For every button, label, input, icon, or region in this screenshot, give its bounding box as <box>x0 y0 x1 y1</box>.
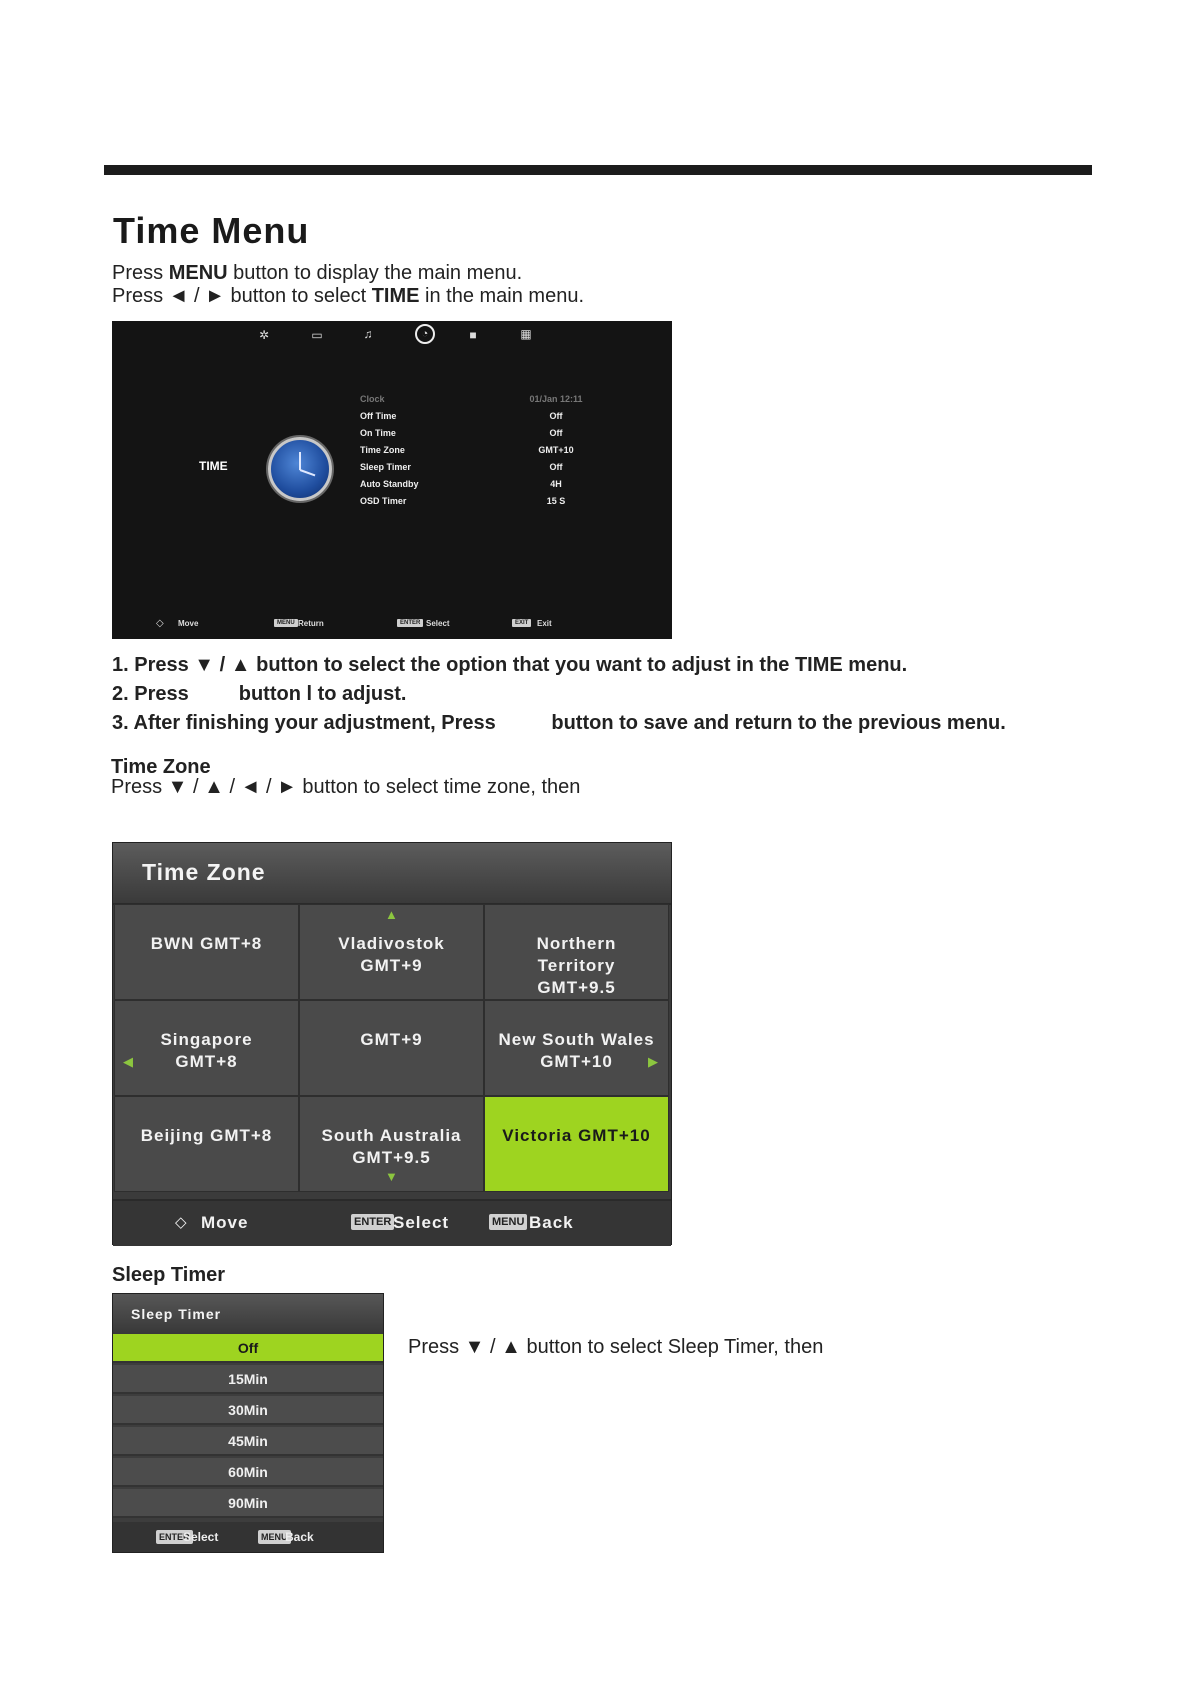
row-label: OSD Timer <box>360 496 407 506</box>
row-label: Off Time <box>360 411 397 421</box>
sleep-timer-footer <box>113 1522 383 1552</box>
sleep-option-90min[interactable]: 90Min <box>113 1489 383 1518</box>
clock-icon <box>268 437 332 501</box>
menu-row-clock <box>360 394 600 410</box>
menu-row-time-zone[interactable] <box>360 445 600 461</box>
menu-key-icon: MENU <box>258 1530 291 1544</box>
exit-key-icon: EXIT <box>512 619 531 627</box>
tz-cell-label: GMT+9 <box>360 1030 423 1049</box>
scroll-left-arrow-icon[interactable]: ◀ <box>123 1054 133 1069</box>
menu-keyword: MENU <box>168 262 228 284</box>
grid-icon[interactable]: ▦ <box>520 327 532 341</box>
row-value: GMT+10 <box>538 445 574 455</box>
tz-cell-bwn[interactable] <box>114 904 299 1000</box>
enter-key-icon: ENTER <box>156 1530 193 1544</box>
row-label: Clock <box>360 394 385 404</box>
menu-row-off-time[interactable] <box>360 411 600 427</box>
header-rule <box>104 165 1092 175</box>
menu-footer <box>112 614 672 634</box>
menu-row-osd-timer[interactable] <box>360 496 600 512</box>
step-1 <box>112 654 907 677</box>
tz-cell-label: BWN GMT+8 <box>150 934 263 953</box>
time-zone-panel-title: Time Zone <box>142 859 266 885</box>
back-label: Back <box>529 1213 574 1232</box>
sleep-timer-panel-header <box>113 1294 383 1336</box>
move-label: Move <box>201 1213 249 1232</box>
tz-cell-beijing[interactable] <box>114 1096 299 1192</box>
time-zone-panel-header <box>113 843 671 905</box>
time-label: TIME <box>199 459 228 473</box>
return-label: Return <box>298 619 324 628</box>
select-label: Select <box>393 1213 450 1232</box>
step-3: 3. After finishing your adjustment, Press button to save and return to the previous menu. <box>112 712 1006 734</box>
tz-cell-new-south-wales[interactable] <box>484 1000 669 1096</box>
time-menu-screen <box>112 321 672 639</box>
time-zone-heading: Time Zone <box>111 756 211 778</box>
tz-cell-label: Singapore GMT+8 <box>160 1030 253 1071</box>
step-2: 2. Press button l to adjust. <box>112 683 407 705</box>
row-label: Time Zone <box>360 445 405 455</box>
tz-cell-label: Northern Territory GMT+9.5 <box>536 934 617 997</box>
row-label: On Time <box>360 428 396 438</box>
move-arrows-icon: ◇ <box>175 1214 188 1231</box>
tz-cell-singapore[interactable] <box>114 1000 299 1096</box>
sleep-timer-heading: Sleep Timer <box>112 1264 226 1286</box>
music-note-icon[interactable]: ♫ <box>363 327 373 341</box>
intro-line-2 <box>112 285 584 308</box>
menu-row-sleep-timer[interactable] <box>360 462 600 478</box>
time-zone-panel <box>112 842 672 1245</box>
tz-cell-label: New South Wales GMT+10 <box>498 1030 655 1071</box>
row-value: 01/Jan 12:11 <box>529 394 583 404</box>
clock-icon[interactable]: ◔ <box>415 324 435 344</box>
row-value: 15 S <box>546 496 566 506</box>
sleep-option-45min[interactable]: 45Min <box>113 1427 383 1456</box>
scroll-up-arrow-icon[interactable]: ▲ <box>385 907 398 922</box>
row-value: Off <box>549 462 563 472</box>
sleep-timer-panel <box>112 1293 384 1553</box>
sleep-option-15min[interactable]: 15Min <box>113 1365 383 1394</box>
scroll-right-arrow-icon[interactable]: ▶ <box>648 1054 658 1069</box>
row-label: Sleep Timer <box>360 462 411 472</box>
move-arrows-icon: ◇ <box>156 618 164 629</box>
tz-cell-victoria[interactable] <box>484 1096 669 1192</box>
sleep-option-off[interactable]: Off <box>113 1334 383 1363</box>
move-label: Move <box>178 619 199 628</box>
gear-icon[interactable]: ✲ <box>258 328 270 342</box>
time-keyword: TIME <box>794 654 843 676</box>
step-text: 1. Press ▼ / ▲ button to select the option that you want to adjust in the <box>112 654 795 676</box>
menu-row-on-time[interactable] <box>360 428 600 444</box>
menu-row-auto-standby[interactable] <box>360 479 600 495</box>
menu-key-icon: MENU <box>489 1214 527 1230</box>
time-keyword: TIME <box>371 285 420 307</box>
back-label: Back <box>285 1530 314 1544</box>
row-value: Off <box>549 411 563 421</box>
sleep-timer-panel-title: Sleep Timer <box>131 1306 222 1322</box>
row-value: 4H <box>550 479 562 489</box>
sleep-option-30min[interactable]: 30Min <box>113 1396 383 1425</box>
scroll-down-arrow-icon[interactable]: ▼ <box>385 1169 398 1184</box>
sleep-option-60min[interactable]: 60Min <box>113 1458 383 1487</box>
tz-cell-gmt9[interactable] <box>299 1000 484 1096</box>
enter-key-icon: ENTER <box>351 1214 394 1230</box>
intro-line-1 <box>112 262 522 285</box>
row-value: Off <box>549 428 563 438</box>
time-zone-instruction: Press ▼ / ▲ / ◄ / ► button to select time zone, then <box>111 776 581 798</box>
intro-text: in the main menu. <box>419 285 585 307</box>
tz-cell-label: Vladivostok GMT+9 <box>338 934 445 975</box>
lock-icon[interactable]: ■ <box>469 328 477 342</box>
time-zone-footer <box>113 1199 671 1246</box>
select-label: Select <box>183 1530 219 1544</box>
tz-cell-label: Victoria GMT+10 <box>502 1126 651 1145</box>
tz-cell-northern-territory[interactable] <box>484 904 669 1000</box>
exit-label: Exit <box>537 619 552 628</box>
monitor-icon[interactable]: ▭ <box>311 328 323 342</box>
tz-cell-label: Beijing GMT+8 <box>140 1126 273 1145</box>
row-label: Auto Standby <box>360 479 419 489</box>
intro-text: Press ◄ / ► button to select <box>112 285 372 307</box>
sleep-timer-instruction: Press ▼ / ▲ button to select Sleep Timer, then <box>408 1336 824 1358</box>
intro-text: button to display the main menu. <box>227 262 523 284</box>
page-title: Time Menu <box>113 210 310 251</box>
intro-text: Press <box>112 262 169 284</box>
select-label: Select <box>426 619 450 628</box>
menu-key-icon: MENU <box>274 619 298 627</box>
tz-cell-label: South Australia GMT+9.5 <box>321 1126 462 1167</box>
enter-key-icon: ENTER <box>397 619 423 627</box>
menu-icon-bar <box>112 321 672 349</box>
step-text: menu. <box>842 654 908 676</box>
